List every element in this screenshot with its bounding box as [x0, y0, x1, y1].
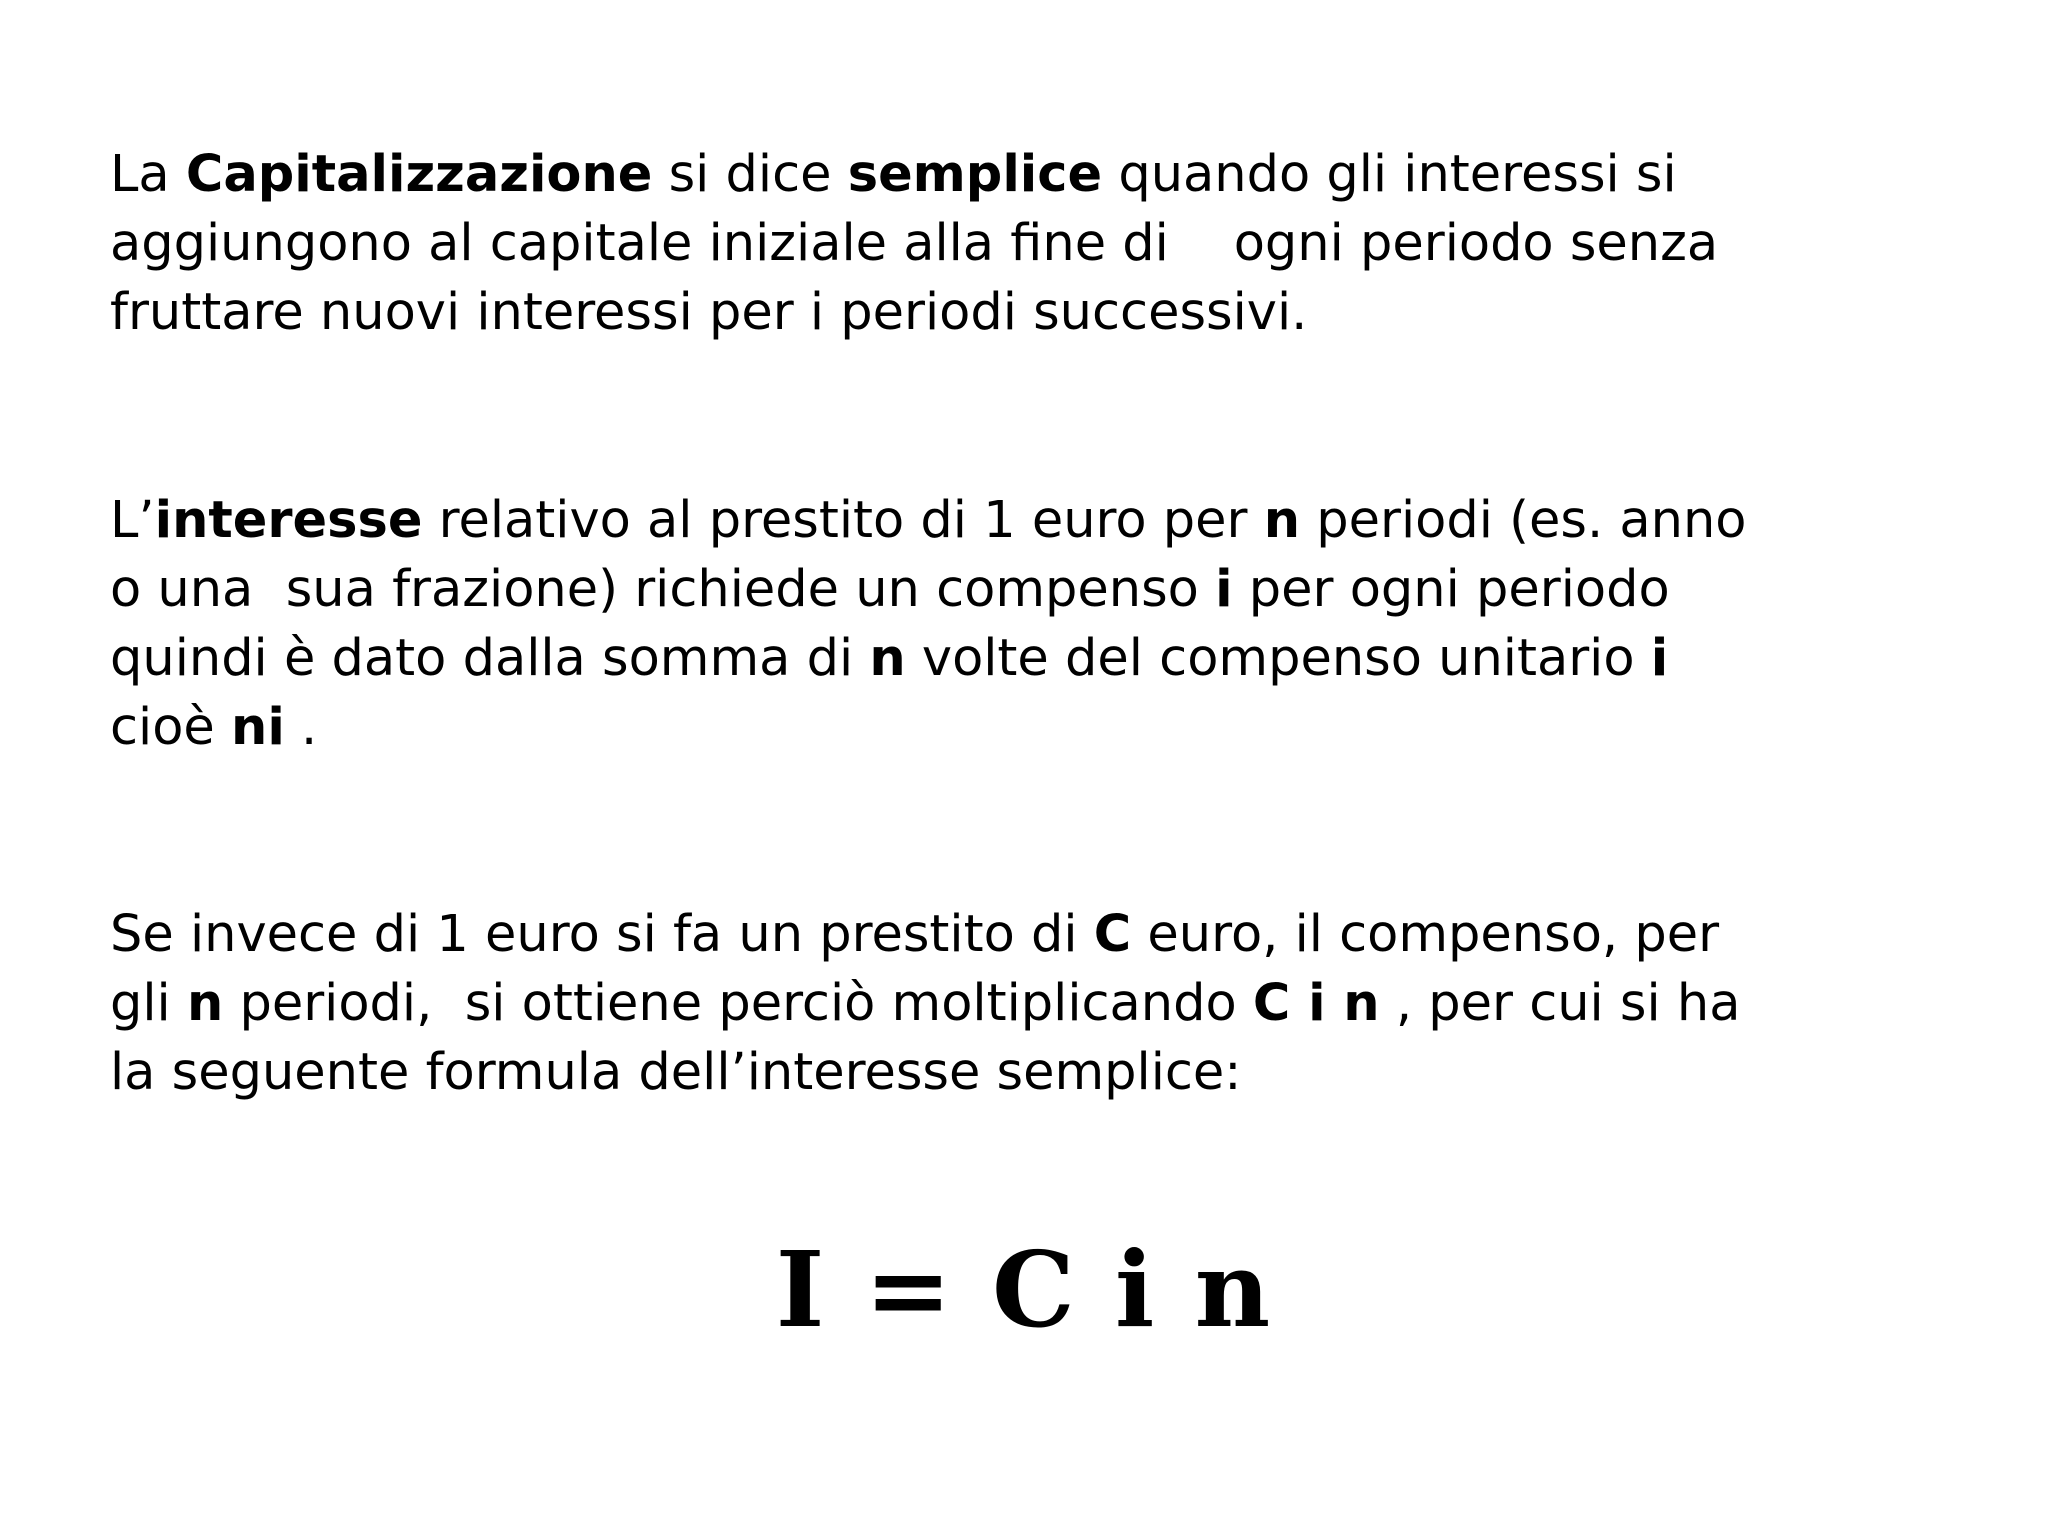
text-run: volte del compenso unitario: [905, 629, 1651, 688]
text-run: euro, il compenso, per: [1131, 905, 1720, 964]
text-run: La: [110, 145, 186, 204]
text-run: L’: [110, 491, 155, 550]
bold-term: i: [1215, 560, 1233, 619]
interest-explanation-paragraph: [110, 486, 1980, 762]
text-line: [110, 969, 1980, 1038]
text-run: gli: [110, 974, 187, 1033]
text-run: cioè: [110, 698, 232, 757]
bold-term: ni: [231, 698, 285, 757]
capital-loan-paragraph: [110, 900, 1980, 1107]
text-line: la seguente formula dell’interesse semplice:: [110, 1043, 1242, 1102]
text-run: si dice: [652, 145, 848, 204]
simple-interest-formula: I = C i n: [775, 1228, 1273, 1351]
definition-paragraph: [110, 140, 1980, 347]
bold-term: n: [1263, 491, 1301, 550]
text-run: o una sua frazione) richiede un compenso: [110, 560, 1216, 619]
text-line: [110, 486, 1980, 555]
text-run: per ogni periodo: [1232, 560, 1670, 619]
text-line: [110, 693, 1980, 762]
text-run: .: [284, 698, 318, 757]
text-run: Se invece di 1 euro si fa un prestito di: [110, 905, 1094, 964]
bold-term: Capitalizzazione: [185, 145, 653, 204]
bold-term: interesse: [154, 491, 423, 550]
text-run: relativo al prestito di 1 euro per: [422, 491, 1264, 550]
text-run: periodi, si ottiene perciò moltiplicando: [223, 974, 1253, 1033]
bold-term: semplice: [847, 145, 1103, 204]
bold-term: n: [186, 974, 224, 1033]
bold-term: C: [1093, 905, 1132, 964]
text-line: aggiungono al capitale iniziale alla fine di ogni periodo senza: [110, 214, 1719, 273]
text-run: quando gli interessi si: [1102, 145, 1677, 204]
bold-term: i: [1650, 629, 1669, 688]
text-run: periodi (es. anno: [1300, 491, 1747, 550]
text-run: , per cui si ha: [1379, 974, 1741, 1033]
bold-term: C i n: [1252, 974, 1380, 1033]
bold-term: n: [869, 629, 906, 688]
text-run: quindi è dato dalla somma di: [110, 629, 870, 688]
text-line: [110, 555, 1980, 624]
text-line: [110, 624, 1980, 693]
text-line: fruttare nuovi interessi per i periodi successivi.: [110, 283, 1308, 342]
text-line: [110, 140, 1980, 209]
text-line: [110, 900, 1980, 969]
